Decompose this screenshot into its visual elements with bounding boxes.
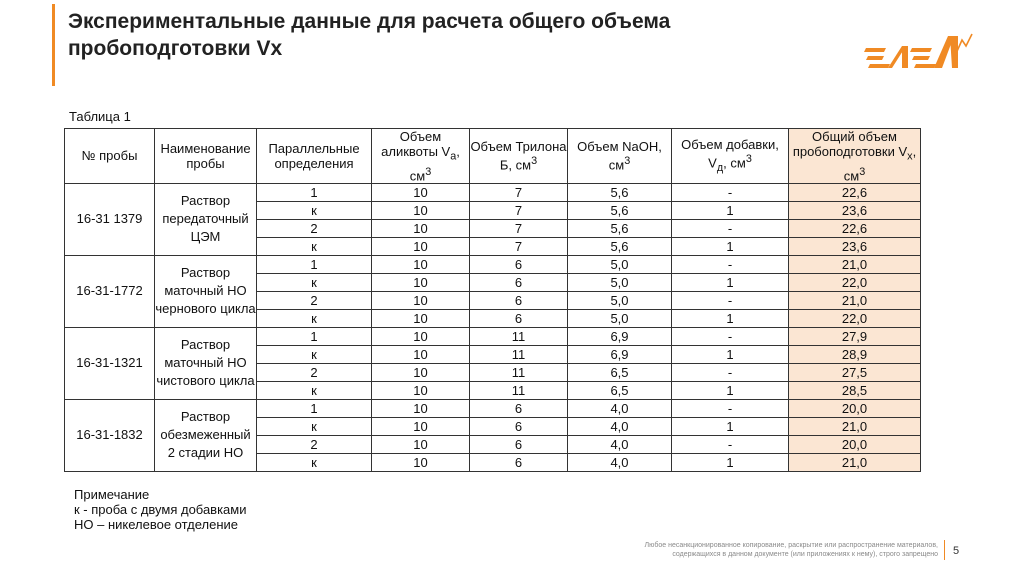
table-notes xyxy=(74,487,247,532)
parallel-cell: к xyxy=(257,237,372,255)
table-header-row xyxy=(65,129,921,184)
parallel-cell: к xyxy=(257,201,372,219)
total-volume-cell: 28,9 xyxy=(789,345,921,363)
additive-cell: 1 xyxy=(672,417,789,435)
additive-cell: 1 xyxy=(672,309,789,327)
total-volume-cell: 21,0 xyxy=(789,291,921,309)
aliquot-cell: 10 xyxy=(372,273,470,291)
total-volume-cell: 20,0 xyxy=(789,399,921,417)
trilon-cell: 6 xyxy=(470,273,568,291)
header-parallel: Параллельные определения xyxy=(257,129,372,184)
trilon-cell: 6 xyxy=(470,399,568,417)
total-volume-cell: 22,6 xyxy=(789,219,921,237)
naoh-cell: 5,0 xyxy=(568,255,672,273)
additive-cell: - xyxy=(672,183,789,201)
page-number: 5 xyxy=(953,545,960,557)
aliquot-cell: 10 xyxy=(372,399,470,417)
aliquot-cell: 10 xyxy=(372,255,470,273)
total-volume-cell: 23,6 xyxy=(789,201,921,219)
total-volume-cell: 22,0 xyxy=(789,309,921,327)
header-additive: Объем добавки, $V_д$, $см^3$ xyxy=(672,129,789,184)
parallel-cell: 2 xyxy=(257,435,372,453)
table-row xyxy=(65,255,921,273)
header-sample-no: № пробы xyxy=(65,129,155,184)
title-accent-bar xyxy=(52,4,55,86)
total-volume-cell: 21,0 xyxy=(789,255,921,273)
parallel-cell: 2 xyxy=(257,363,372,381)
table-row xyxy=(65,399,921,417)
additive-cell: - xyxy=(672,327,789,345)
trilon-cell: 6 xyxy=(470,435,568,453)
naoh-cell: 5,6 xyxy=(568,183,672,201)
additive-cell: - xyxy=(672,399,789,417)
parallel-cell: 1 xyxy=(257,183,372,201)
total-volume-cell: 27,9 xyxy=(789,327,921,345)
additive-cell: 1 xyxy=(672,201,789,219)
additive-cell: 1 xyxy=(672,237,789,255)
sample-number-cell: 16-31-1772 xyxy=(65,255,155,327)
note-title: Примечание xyxy=(74,487,150,502)
slide-title: Экспериментальные данные для расчета общего объема пробоподготовки Vx xyxy=(68,10,671,60)
parallel-cell: к xyxy=(257,453,372,471)
additive-cell: - xyxy=(672,291,789,309)
total-volume-cell: 23,6 xyxy=(789,237,921,255)
additive-cell: 1 xyxy=(672,453,789,471)
additive-cell: 1 xyxy=(672,345,789,363)
trilon-cell: 7 xyxy=(470,219,568,237)
total-volume-cell: 22,0 xyxy=(789,273,921,291)
elem-logo xyxy=(862,30,974,70)
trilon-cell: 7 xyxy=(470,183,568,201)
header-naoh: Объем NaOH, $см^3$ xyxy=(568,129,672,184)
aliquot-cell: 10 xyxy=(372,345,470,363)
parallel-cell: к xyxy=(257,309,372,327)
trilon-cell: 6 xyxy=(470,309,568,327)
trilon-cell: 6 xyxy=(470,291,568,309)
header-aliquot: Объем аликвоты $V_а$, $см^3$ xyxy=(372,129,470,184)
sample-name-cell: Раствор маточный НО чистового цикла xyxy=(155,327,257,399)
total-volume-cell: 28,5 xyxy=(789,381,921,399)
aliquot-cell: 10 xyxy=(372,183,470,201)
naoh-cell: 5,6 xyxy=(568,219,672,237)
header-name: Наименование пробы xyxy=(155,129,257,184)
trilon-cell: 7 xyxy=(470,237,568,255)
trilon-cell: 11 xyxy=(470,345,568,363)
footer-separator xyxy=(944,540,945,560)
aliquot-cell: 10 xyxy=(372,219,470,237)
naoh-cell: 6,9 xyxy=(568,345,672,363)
header-total-volume: Общий объем пробоподготовки $V_х$, $см^3$ xyxy=(789,129,921,184)
table-row xyxy=(65,183,921,201)
parallel-cell: к xyxy=(257,345,372,363)
trilon-cell: 7 xyxy=(470,201,568,219)
parallel-cell: 2 xyxy=(257,219,372,237)
total-volume-cell: 20,0 xyxy=(789,435,921,453)
table-caption: Таблица 1 xyxy=(69,109,131,124)
naoh-cell: 4,0 xyxy=(568,399,672,417)
trilon-cell: 11 xyxy=(470,381,568,399)
sample-number-cell: 16-31-1832 xyxy=(65,399,155,471)
parallel-cell: к xyxy=(257,273,372,291)
additive-cell: - xyxy=(672,219,789,237)
sample-number-cell: 16-31-1321 xyxy=(65,327,155,399)
naoh-cell: 5,0 xyxy=(568,273,672,291)
naoh-cell: 5,0 xyxy=(568,291,672,309)
total-volume-cell: 27,5 xyxy=(789,363,921,381)
aliquot-cell: 10 xyxy=(372,309,470,327)
sample-name-cell: Раствор обезмеженный 2 стадии НО xyxy=(155,399,257,471)
sample-name-cell: Раствор маточный НО чернового цикла xyxy=(155,255,257,327)
parallel-cell: 1 xyxy=(257,327,372,345)
total-volume-cell: 21,0 xyxy=(789,417,921,435)
naoh-cell: 5,6 xyxy=(568,201,672,219)
aliquot-cell: 10 xyxy=(372,435,470,453)
additive-cell: - xyxy=(672,435,789,453)
note-line-2: НО – никелевое отделение xyxy=(74,517,239,532)
trilon-cell: 6 xyxy=(470,417,568,435)
additive-cell: 1 xyxy=(672,381,789,399)
naoh-cell: 4,0 xyxy=(568,453,672,471)
aliquot-cell: 10 xyxy=(372,453,470,471)
naoh-cell: 6,9 xyxy=(568,327,672,345)
aliquot-cell: 10 xyxy=(372,237,470,255)
aliquot-cell: 10 xyxy=(372,363,470,381)
total-volume-cell: 21,0 xyxy=(789,453,921,471)
naoh-cell: 6,5 xyxy=(568,363,672,381)
copyright-footer xyxy=(560,541,938,559)
additive-cell: - xyxy=(672,255,789,273)
table-body xyxy=(65,183,921,471)
sample-name-cell: Раствор передаточный ЦЭМ xyxy=(155,183,257,255)
experimental-data-table xyxy=(64,128,921,472)
footer-line-2: содержащихся в данном документе (или приложениях к нему), строго запрещено xyxy=(672,551,938,558)
aliquot-cell: 10 xyxy=(372,381,470,399)
naoh-cell: 6,5 xyxy=(568,381,672,399)
parallel-cell: 1 xyxy=(257,399,372,417)
trilon-cell: 11 xyxy=(470,327,568,345)
aliquot-cell: 10 xyxy=(372,291,470,309)
naoh-cell: 4,0 xyxy=(568,417,672,435)
parallel-cell: 1 xyxy=(257,255,372,273)
parallel-cell: 2 xyxy=(257,291,372,309)
table-row xyxy=(65,327,921,345)
trilon-cell: 11 xyxy=(470,363,568,381)
parallel-cell: к xyxy=(257,417,372,435)
aliquot-cell: 10 xyxy=(372,417,470,435)
total-volume-cell: 22,6 xyxy=(789,183,921,201)
aliquot-cell: 10 xyxy=(372,327,470,345)
header-trilon: Объем Трилона Б, $см^3$ xyxy=(470,129,568,184)
trilon-cell: 6 xyxy=(470,453,568,471)
footer-line-1: Любое несанкционированное копирование, раскрытие или распространение материалов, xyxy=(644,542,938,549)
additive-cell: 1 xyxy=(672,273,789,291)
parallel-cell: к xyxy=(257,381,372,399)
aliquot-cell: 10 xyxy=(372,201,470,219)
naoh-cell: 5,6 xyxy=(568,237,672,255)
naoh-cell: 5,0 xyxy=(568,309,672,327)
naoh-cell: 4,0 xyxy=(568,435,672,453)
note-line-1: к - проба с двумя добавками xyxy=(74,502,247,517)
additive-cell: - xyxy=(672,363,789,381)
sample-number-cell: 16-31 1379 xyxy=(65,183,155,255)
trilon-cell: 6 xyxy=(470,255,568,273)
